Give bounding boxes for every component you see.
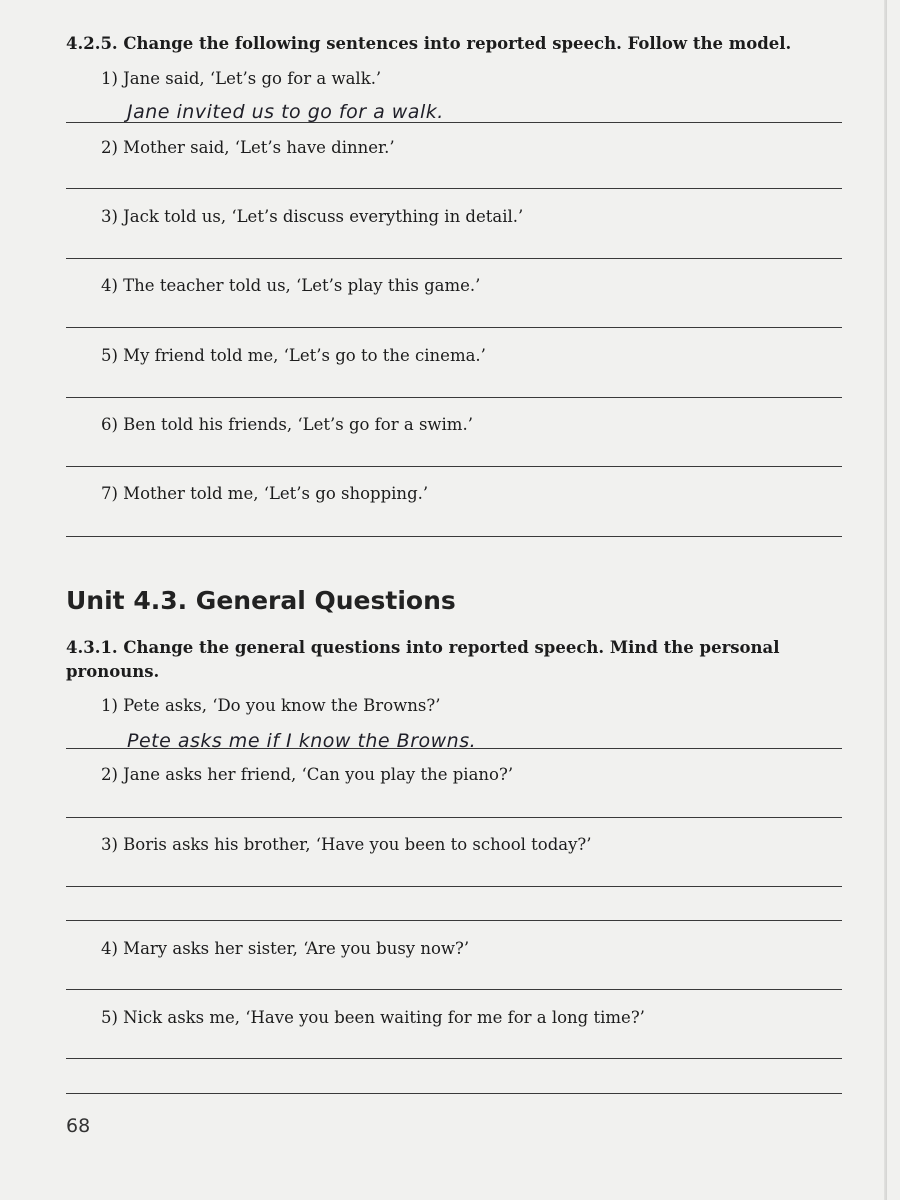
answer-line[interactable]: [66, 536, 842, 537]
answer-line[interactable]: [66, 188, 842, 189]
handwritten-answer-1: Jane invited us to go for a walk.: [127, 101, 444, 123]
exercise-4-2-5-item-1: 1) Jane said, ‘Let’s go for a walk.’: [101, 69, 382, 88]
answer-line[interactable]: [66, 886, 842, 887]
exercise-4-2-5-item-2: 2) Mother said, ‘Let’s have dinner.’: [101, 138, 395, 157]
exercise-4-3-1-item-2: 2) Jane asks her friend, ‘Can you play the piano?’: [101, 765, 514, 784]
handwritten-answer-2: Pete asks me if I know the Browns.: [127, 730, 477, 752]
page-edge-shadow: [884, 0, 887, 1200]
answer-line[interactable]: [66, 748, 842, 749]
answer-line[interactable]: [66, 920, 842, 921]
exercise-4-2-5-item-6: 6) Ben told his friends, ‘Let’s go for a swim.’: [101, 415, 473, 434]
answer-line[interactable]: [66, 1058, 842, 1059]
answer-line[interactable]: [66, 258, 842, 259]
answer-line[interactable]: [66, 466, 842, 467]
exercise-4-2-5-item-4: 4) The teacher told us, ‘Let’s play this game.’: [101, 276, 481, 295]
answer-line[interactable]: [66, 1093, 842, 1094]
exercise-4-2-5-item-7: 7) Mother told me, ‘Let’s go shopping.’: [101, 484, 429, 503]
exercise-4-3-1-item-4: 4) Mary asks her sister, ‘Are you busy now?’: [101, 939, 470, 958]
answer-line[interactable]: [66, 327, 842, 328]
exercise-4-3-1-item-3: 3) Boris asks his brother, ‘Have you been to school today?’: [101, 835, 592, 854]
page-number: 68: [66, 1115, 91, 1137]
exercise-4-2-5-item-5: 5) My friend told me, ‘Let’s go to the cinema.’: [101, 346, 486, 365]
exercise-4-2-5-title: 4.2.5. Change the following sentences into reported speech. Follow the model.: [66, 34, 792, 53]
answer-line[interactable]: [66, 817, 842, 818]
unit-title: Unit 4.3. General Questions: [66, 586, 456, 615]
exercise-4-3-1-title: 4.3.1. Change the general questions into reported speech. Mind the personal pronouns.: [66, 638, 780, 681]
answer-line[interactable]: [66, 989, 842, 990]
exercise-4-3-1-item-1: 1) Pete asks, ‘Do you know the Browns?’: [101, 696, 441, 715]
answer-line[interactable]: [66, 397, 842, 398]
exercise-4-2-5-item-3: 3) Jack told us, ‘Let’s discuss everything in detail.’: [101, 207, 524, 226]
answer-line[interactable]: [66, 122, 842, 123]
exercise-4-3-1-item-5: 5) Nick asks me, ‘Have you been waiting for me for a long time?’: [101, 1008, 645, 1027]
